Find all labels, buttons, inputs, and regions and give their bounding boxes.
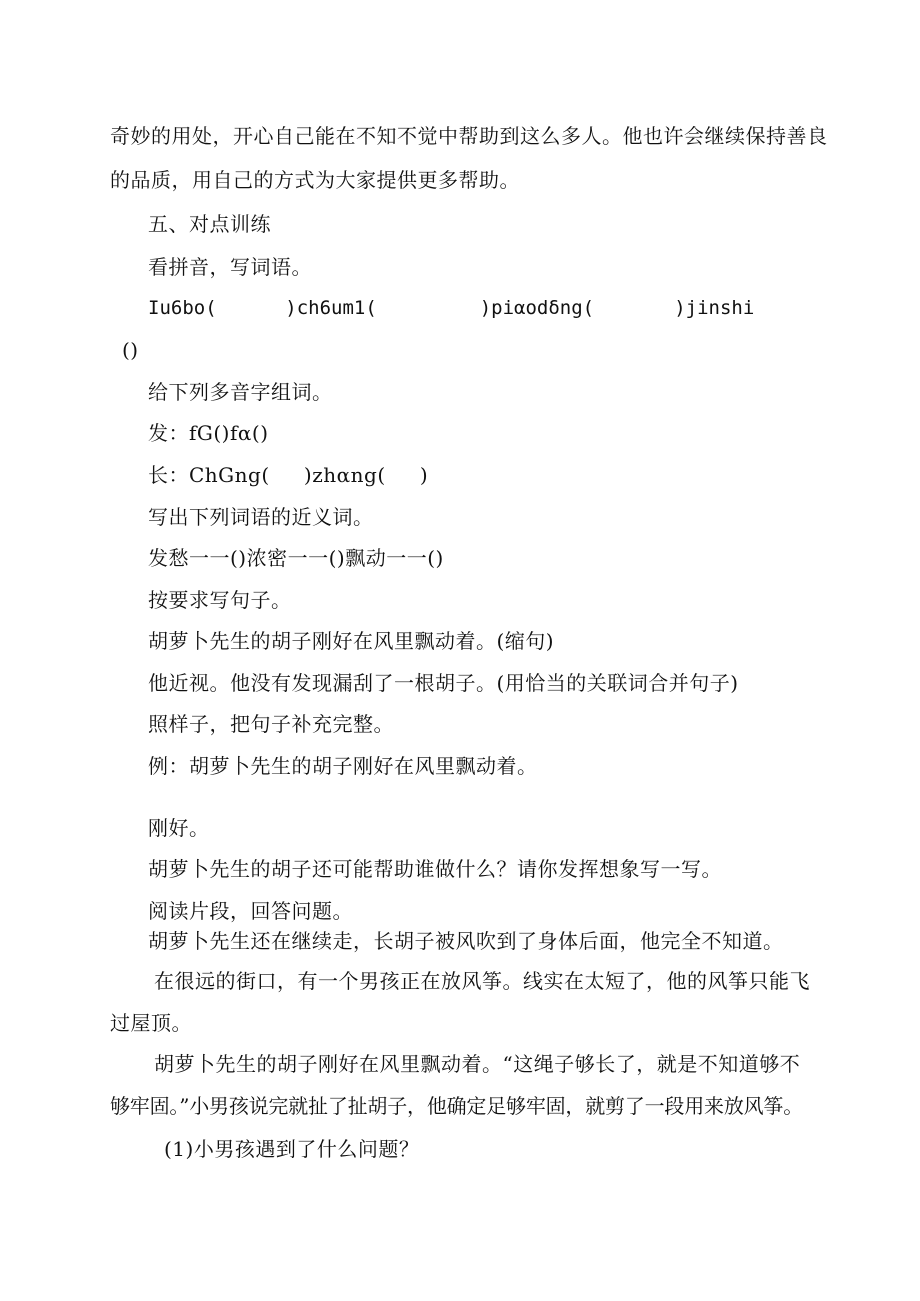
intro-line-1: 奇妙的用处，开心自己能在不知不觉中帮助到这么多人。他也许会继续保持善良	[110, 124, 828, 148]
passage-paragraph-1: 胡萝卜先生还在继续走，长胡子被风吹到了身体后面，他完全不知道。	[148, 929, 784, 953]
passage-paragraph-2-line-1: 在很远的街口，有一个男孩正在放风筝。线实在太短了，他的风筝只能飞	[154, 969, 810, 993]
sentence-1: 胡萝卜先生的胡子刚好在风里飘动着。(缩句)	[148, 629, 555, 653]
question-polyphone: 给下列多音字组词。	[148, 380, 333, 404]
question-reading: 阅读片段，回答问题。	[148, 899, 353, 923]
intro-line-2: 的品质，用自己的方式为大家提供更多帮助。	[110, 168, 520, 192]
example-sentence: 例：胡萝卜先生的胡子刚好在风里飘动着。	[148, 754, 538, 778]
synonym-line: 发愁一一()浓密一一()飘动一一()	[148, 546, 444, 570]
pinyin-line: Iu6bo( )ch6um1( )piαodδng( )jinshi	[148, 297, 755, 319]
fa-line: 发：fG()fα()	[148, 421, 269, 445]
sentence-2: 他近视。他没有发现漏刮了一根胡子。(用恰当的关联词合并句子)	[148, 671, 739, 695]
passage-paragraph-3-line-2: 够牢固。”小男孩说完就扯了扯胡子，他确定足够牢固，就剪了一段用来放风筝。	[110, 1094, 804, 1118]
question-synonym: 写出下列词语的近义词。	[148, 505, 374, 529]
pinyin-tail: ()	[122, 338, 139, 362]
section-heading: 五、对点训练	[148, 212, 271, 236]
chang-line: 长：ChGng( )zhαng( )	[148, 463, 429, 487]
question-pinyin: 看拼音，写词语。	[148, 255, 312, 279]
passage-paragraph-2-line-2: 过屋顶。	[110, 1011, 192, 1035]
ganghao-line: 刚好。	[148, 816, 210, 840]
question-complete: 照样子，把句子补充完整。	[148, 712, 394, 736]
question-1: (1)小男孩遇到了什么问题？	[164, 1137, 420, 1161]
passage-paragraph-3-line-1: 胡萝卜先生的胡子刚好在风里飘动着。“这绳子够长了，就是不知道够不	[154, 1052, 801, 1076]
question-imagine: 胡萝卜先生的胡子还可能帮助谁做什么？请你发挥想象写一写。	[148, 857, 722, 881]
question-sentence: 按要求写句子。	[148, 588, 292, 612]
